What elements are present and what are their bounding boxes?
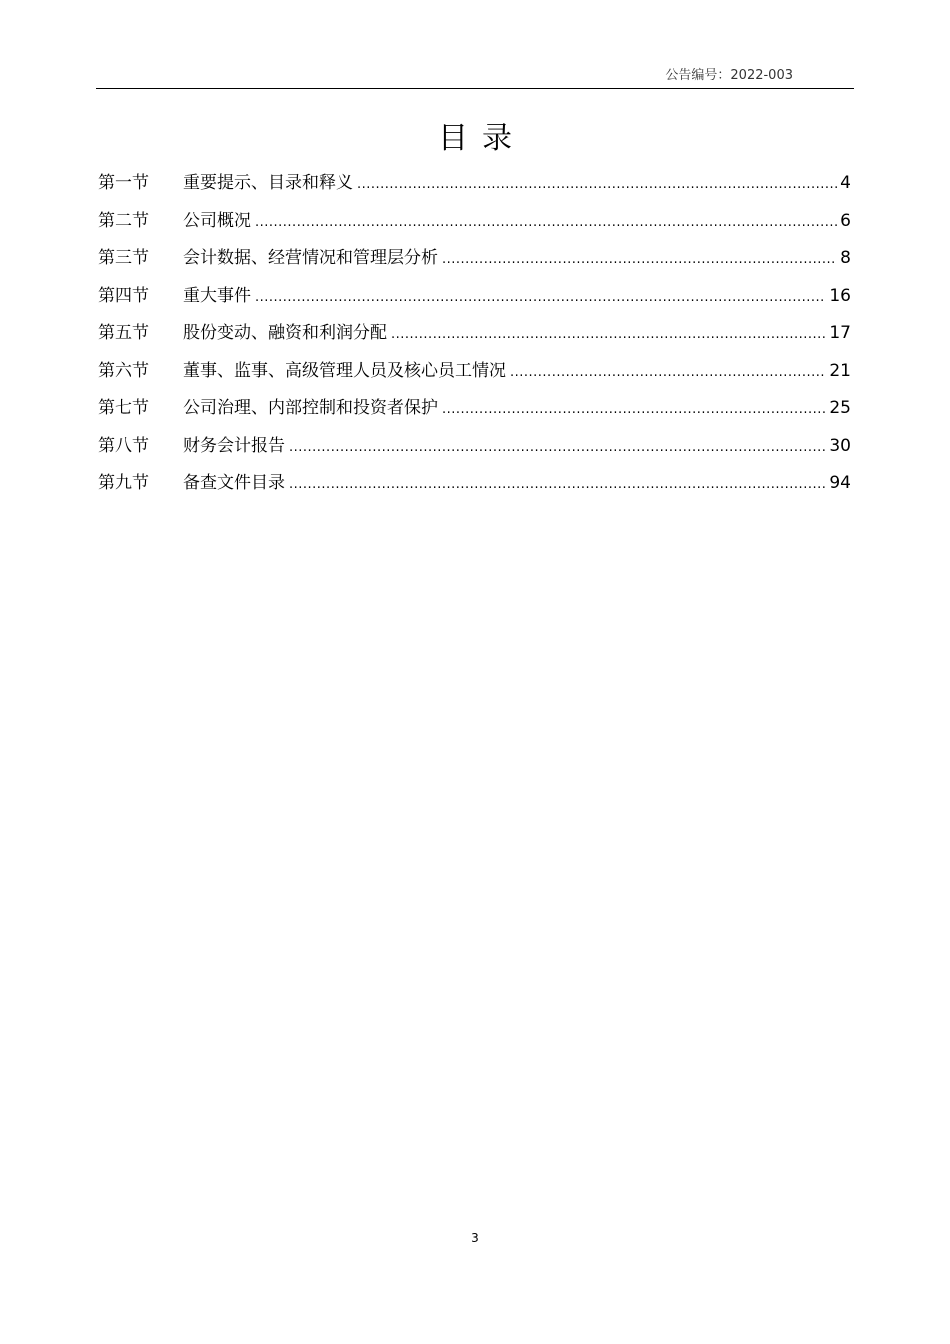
toc-page-number: 25 [829,398,851,418]
toc-page-number: 94 [829,473,851,493]
toc-entry[interactable] [98,203,851,241]
toc-page-number: 17 [829,323,851,343]
toc-section-number: 第一节 [98,173,149,193]
toc-page-number: 8 [840,248,851,268]
toc-entry[interactable] [98,165,851,203]
toc-section-title: 公司概况 [183,210,251,231]
toc-section-title: 董事、监事、高级管理人员及核心员工情况 [183,360,506,381]
toc-page-number: 21 [829,360,851,381]
toc-entry[interactable] [98,315,851,353]
toc-dot-leader [255,279,826,317]
toc-entry[interactable] [98,278,851,316]
toc-dot-leader [510,354,826,392]
toc-dot-leader [442,241,837,279]
toc-dot-leader [357,166,837,204]
toc-section-number: 第七节 [98,398,149,418]
toc-section-title: 股份变动、融资和利润分配 [183,323,387,343]
toc-section-number: 第六节 [98,360,149,381]
toc-section-title: 重要提示、目录和释义 [183,173,353,193]
toc-title: 目录 [438,121,526,156]
toc-entry[interactable] [98,353,851,391]
toc-page-number: 30 [829,435,851,456]
toc-section-number: 第五节 [98,323,149,343]
toc-entry[interactable] [98,428,851,466]
toc-section-number: 第三节 [98,248,149,268]
toc-dot-leader [289,466,826,504]
toc-section-number: 第二节 [98,210,149,231]
toc-section-title: 会计数据、经营情况和管理层分析 [183,248,438,268]
toc-entry[interactable] [98,390,851,428]
toc-section-number: 第八节 [98,435,149,456]
toc-section-title: 备查文件目录 [183,473,285,493]
toc-dot-leader [442,391,826,429]
toc-page-number: 16 [829,285,851,306]
toc-section-number: 第四节 [98,285,149,306]
toc-section-number: 第九节 [98,473,149,493]
toc-section-title: 重大事件 [183,285,251,306]
toc-dot-leader [289,429,826,467]
notice-number: 公告编号：2022-003 [665,68,793,83]
toc-dot-leader [391,316,826,354]
toc-section-title: 财务会计报告 [183,435,285,456]
toc-dot-leader [255,204,837,242]
header-rule [96,88,854,89]
toc-entry[interactable] [98,465,851,503]
toc-page-number: 4 [840,173,851,193]
toc-page-number: 6 [840,210,851,231]
toc-section-title: 公司治理、内部控制和投资者保护 [183,398,438,418]
page-number: 3 [471,1231,479,1245]
toc-list [98,165,851,503]
toc-entry[interactable] [98,240,851,278]
